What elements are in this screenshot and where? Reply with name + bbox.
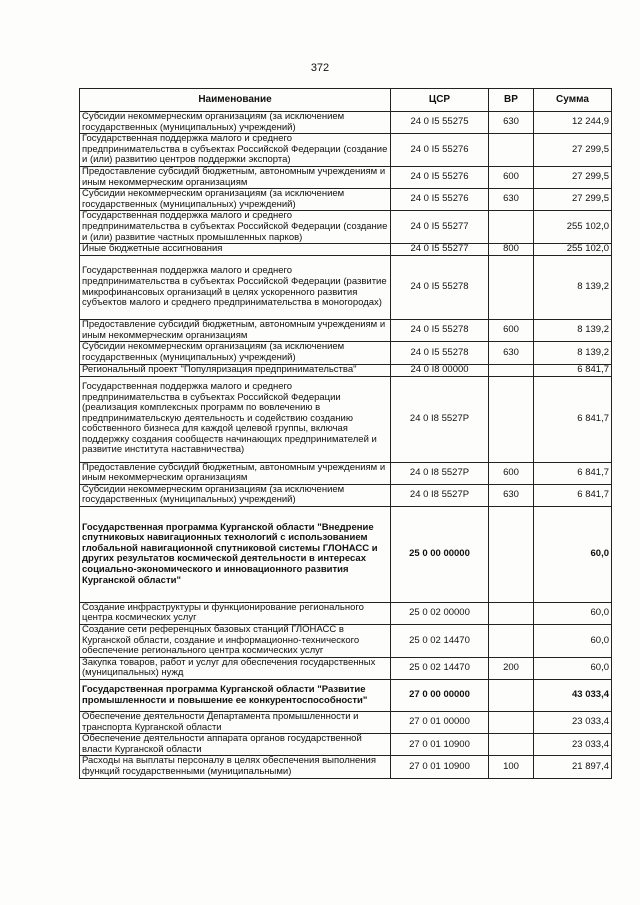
row-sum-cell: 12 244,9: [534, 112, 612, 134]
table-row: [80, 484, 612, 506]
header-sum: Сумма: [534, 89, 612, 112]
table-row: [80, 625, 612, 658]
row-sum-cell: 23 033,4: [534, 734, 612, 756]
row-name-cell: Государственная программа Курганской области "Внедрение спутниковых навигационных технологий с использованием глобальной навигационной спутниковой системы ГЛОНАСС и других результатов космической деятельности в интересах социально-экономического и инновационного развития Курганской области": [80, 506, 391, 602]
row-csr-cell: 24 0 I5 55275: [391, 112, 489, 134]
row-vr-cell: 630: [489, 342, 534, 364]
row-csr-cell: 27 0 01 10900: [391, 734, 489, 756]
table-row: [80, 376, 612, 462]
row-name-cell: Государственная поддержка малого и среднего предпринимательства в субъектах Российской Федерации (развитие микрофинансовых организаций в целях ускоренного развития субъектов малого и среднего предпринимательства в моногородах): [80, 256, 391, 320]
row-name-cell: Субсидии некоммерческим организациям (за исключением государственных (муниципальных) учреждений): [80, 112, 391, 134]
row-vr-cell: [489, 506, 534, 602]
header-name: Наименование: [80, 89, 391, 112]
table-row: [80, 734, 612, 756]
row-csr-cell: 27 0 01 00000: [391, 712, 489, 734]
row-name-cell: Предоставление субсидий бюджетным, автономным учреждениям и иным некоммерческим организациям: [80, 462, 391, 484]
row-name-cell: Предоставление субсидий бюджетным, автономным учреждениям и иным некоммерческим организациям: [80, 166, 391, 188]
row-csr-cell: 24 0 I5 55276: [391, 189, 489, 211]
row-vr-cell: 100: [489, 756, 534, 778]
row-sum-cell: 6 841,7: [534, 364, 612, 376]
row-sum-cell: 6 841,7: [534, 484, 612, 506]
table-row: [80, 756, 612, 778]
row-vr-cell: [489, 602, 534, 624]
table-row: [80, 189, 612, 211]
row-csr-cell: 25 0 02 14470: [391, 657, 489, 679]
row-name-cell: Государственная поддержка малого и среднего предпринимательства в субъектах Российской Федерации (создание и (или) развитию центров поддержки экспорта): [80, 134, 391, 167]
row-sum-cell: 6 841,7: [534, 376, 612, 462]
row-sum-cell: 21 897,4: [534, 756, 612, 778]
budget-table: [79, 88, 612, 779]
table-row: [80, 506, 612, 602]
row-sum-cell: 8 139,2: [534, 342, 612, 364]
table-row: [80, 462, 612, 484]
row-csr-cell: 24 0 I8 5527P: [391, 376, 489, 462]
row-vr-cell: [489, 256, 534, 320]
table-row: [80, 342, 612, 364]
row-csr-cell: 24 0 I5 55276: [391, 134, 489, 167]
row-sum-cell: 255 102,0: [534, 211, 612, 244]
row-name-cell: Предоставление субсидий бюджетным, автономным учреждениям и иным некоммерческим организациям: [80, 320, 391, 342]
row-csr-cell: 24 0 I8 00000: [391, 364, 489, 376]
row-csr-cell: 27 0 01 10900: [391, 756, 489, 778]
row-sum-cell: 27 299,5: [534, 166, 612, 188]
row-name-cell: Субсидии некоммерческим организациям (за исключением государственных (муниципальных) учреждений): [80, 342, 391, 364]
row-csr-cell: 24 0 I5 55278: [391, 256, 489, 320]
row-csr-cell: 24 0 I5 55278: [391, 320, 489, 342]
row-name-cell: Иные бюджетные ассигнования: [80, 244, 391, 256]
row-csr-cell: 25 0 00 00000: [391, 506, 489, 602]
row-sum-cell: 255 102,0: [534, 244, 612, 256]
row-vr-cell: 200: [489, 657, 534, 679]
row-name-cell: Закупка товаров, работ и услуг для обеспечения государственных (муниципальных) нужд: [80, 657, 391, 679]
row-sum-cell: 8 139,2: [534, 320, 612, 342]
row-csr-cell: 24 0 I5 55276: [391, 166, 489, 188]
row-csr-cell: 24 0 I5 55277: [391, 244, 489, 256]
table-row: [80, 134, 612, 167]
row-csr-cell: 24 0 I8 5527P: [391, 484, 489, 506]
row-csr-cell: 24 0 I8 5527P: [391, 462, 489, 484]
table-row: [80, 320, 612, 342]
row-sum-cell: 43 033,4: [534, 680, 612, 712]
row-name-cell: Государственная поддержка малого и среднего предпринимательства в субъектах Российской Федерации (реализация комплексных программ по вовлечению в предпринимательскую деятельность и содействию созданию собственного бизнеса для каждой целевой группы, включая поддержку создания сообществ начинающих предпринимателей и развитие института наставничества): [80, 376, 391, 462]
row-csr-cell: 24 0 I5 55278: [391, 342, 489, 364]
header-csr: ЦСР: [391, 89, 489, 112]
row-vr-cell: [489, 364, 534, 376]
table-row: [80, 256, 612, 320]
row-vr-cell: [489, 376, 534, 462]
row-name-cell: Субсидии некоммерческим организациям (за исключением государственных (муниципальных) учреждений): [80, 484, 391, 506]
row-csr-cell: 25 0 02 00000: [391, 602, 489, 624]
table-row: [80, 244, 612, 256]
page-number: 372: [310, 62, 330, 74]
row-name-cell: Обеспечение деятельности аппарата органов государственной власти Курганской области: [80, 734, 391, 756]
table-row: [80, 712, 612, 734]
row-sum-cell: 60,0: [534, 506, 612, 602]
row-csr-cell: 25 0 02 14470: [391, 625, 489, 658]
row-vr-cell: [489, 134, 534, 167]
row-vr-cell: 630: [489, 189, 534, 211]
row-vr-cell: [489, 680, 534, 712]
row-name-cell: Региональный проект "Популяризация предпринимательства": [80, 364, 391, 376]
row-vr-cell: [489, 734, 534, 756]
row-name-cell: Обеспечение деятельности Департамента промышленности и транспорта Курганской области: [80, 712, 391, 734]
row-name-cell: Создание сети референцных базовых станций ГЛОНАСС в Курганской области, создание и информационно-технического обеспечение регионального центра космических услуг: [80, 625, 391, 658]
row-name-cell: Создание инфраструктуры и функционирование регионального центра космических услуг: [80, 602, 391, 624]
row-vr-cell: 630: [489, 112, 534, 134]
row-vr-cell: 800: [489, 244, 534, 256]
row-sum-cell: 27 299,5: [534, 134, 612, 167]
row-sum-cell: 60,0: [534, 657, 612, 679]
row-sum-cell: 8 139,2: [534, 256, 612, 320]
row-csr-cell: 27 0 00 00000: [391, 680, 489, 712]
header-vr: ВР: [489, 89, 534, 112]
row-vr-cell: 600: [489, 462, 534, 484]
row-name-cell: Государственная программа Курганской области "Развитие промышленности и повышение ее конкурентоспособности": [80, 680, 391, 712]
table-row: [80, 602, 612, 624]
table-row: [80, 166, 612, 188]
table-row: [80, 112, 612, 134]
table-row: [80, 364, 612, 376]
row-sum-cell: 6 841,7: [534, 462, 612, 484]
table-row: [80, 211, 612, 244]
row-sum-cell: 60,0: [534, 625, 612, 658]
row-vr-cell: [489, 625, 534, 658]
table-row: [80, 680, 612, 712]
row-name-cell: Субсидии некоммерческим организациям (за исключением государственных (муниципальных) учреждений): [80, 189, 391, 211]
row-vr-cell: 630: [489, 484, 534, 506]
row-sum-cell: 60,0: [534, 602, 612, 624]
row-csr-cell: 24 0 I5 55277: [391, 211, 489, 244]
row-vr-cell: 600: [489, 166, 534, 188]
row-name-cell: Расходы на выплаты персоналу в целях обеспечения выполнения функций государственными (муниципальными): [80, 756, 391, 778]
row-sum-cell: 23 033,4: [534, 712, 612, 734]
row-vr-cell: 600: [489, 320, 534, 342]
header-row: [80, 89, 612, 112]
table-body: [80, 112, 612, 779]
row-sum-cell: 27 299,5: [534, 189, 612, 211]
table-row: [80, 657, 612, 679]
row-vr-cell: [489, 211, 534, 244]
row-name-cell: Государственная поддержка малого и среднего предпринимательства в субъектах Российской Федерации (создание и (или) развитие частных промышленных парков): [80, 211, 391, 244]
row-vr-cell: [489, 712, 534, 734]
